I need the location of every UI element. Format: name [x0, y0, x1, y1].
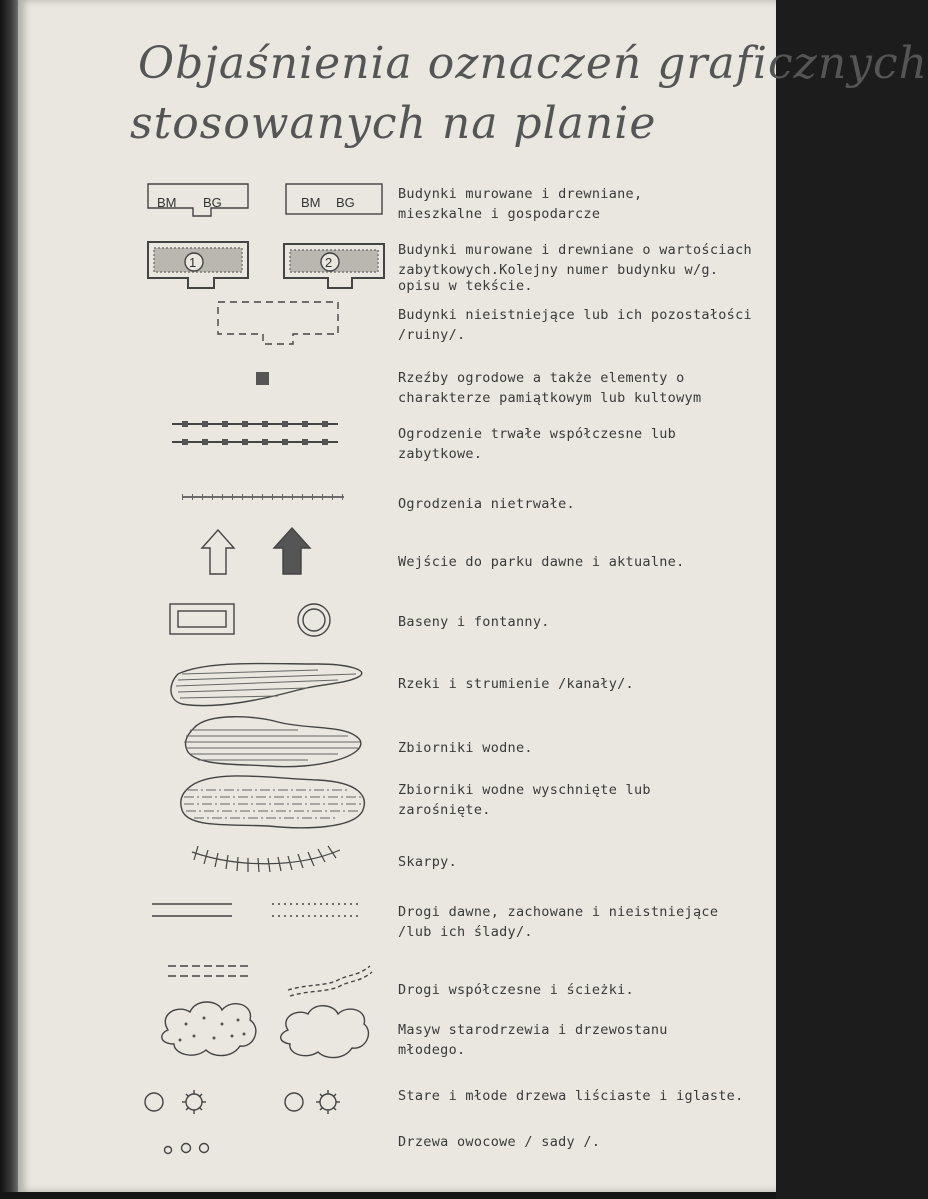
- fountain-symbol: [298, 604, 330, 636]
- legend-text-line: charakterze pamiątkowym lub kultowym: [398, 390, 702, 406]
- legend-text-line: Ogrodzenie trwałe współczesne lub: [398, 426, 677, 442]
- legend-text-line: Drzewa owocowe / sady /.: [398, 1134, 601, 1150]
- modern-road-symbol: [168, 966, 248, 976]
- title-line-1: Objaśnienia oznaczeń graficznych: [138, 38, 928, 89]
- legend-text-line: zarośnięte.: [398, 802, 491, 818]
- legend-item-historic-buildings: [398, 240, 758, 293]
- legend-text-line: Budynki murowane i drewniane o wartościach: [398, 242, 752, 258]
- legend-text-line: Drogi dawne, zachowane i nieistniejące: [398, 904, 719, 920]
- pool-symbol: [170, 604, 234, 634]
- legend-text-line: Zbiorniki wodne wyschnięte lub: [398, 782, 651, 798]
- old-tree-mass-symbol: [162, 1002, 256, 1056]
- legend-item-water-bodies: [398, 738, 758, 758]
- water-body-symbol: [184, 717, 361, 767]
- legend-text-line: Budynki murowane i drewniane,: [398, 186, 643, 202]
- document-page: [18, 0, 928, 1192]
- building-symbol-wooden: [286, 184, 382, 214]
- coniferous-tree-symbol: [182, 1090, 206, 1114]
- legend-text-line: Rzeźby ogrodowe a także elementy o: [398, 370, 685, 386]
- legend-item-temporary-fences: [398, 494, 758, 514]
- entrance-old-arrow: [202, 530, 234, 574]
- permanent-fence-symbol: [172, 421, 338, 445]
- legend-text-line: opisu w tekście.: [398, 278, 533, 294]
- river-symbol: [171, 663, 362, 705]
- entrance-current-arrow: [274, 528, 310, 574]
- legend-text-line: /lub ich ślady/.: [398, 924, 533, 940]
- young-coniferous-tree-symbol: [316, 1090, 340, 1114]
- building-number-1: 1: [189, 255, 197, 270]
- building-label-bm-1: BM: [157, 195, 177, 210]
- page-bottom-edge: [0, 1192, 776, 1199]
- legend-text-line: Rzeki i strumienie /kanały/.: [398, 676, 634, 692]
- legend-item-modern-roads: [398, 980, 758, 1000]
- legend-item-permanent-fences: [398, 424, 758, 464]
- legend-text-line: Stare i młode drzewa liściaste i iglaste.: [398, 1088, 744, 1104]
- legend-text-line: mieszkalne i gospodarcze: [398, 206, 601, 222]
- legend-text-line: Skarpy.: [398, 854, 457, 870]
- ruins-symbol: [218, 302, 338, 344]
- historic-building-symbol-1: [148, 242, 248, 288]
- road-old-symbol: [152, 904, 232, 916]
- building-label-bg-2: BG: [336, 195, 355, 210]
- fruit-tree-symbol: [165, 1144, 209, 1154]
- legend-text-line: /ruiny/.: [398, 327, 466, 343]
- legend-item-fruit-trees: [398, 1132, 758, 1152]
- legend-text-line: Masyw starodrzewia i drzewostanu: [398, 1022, 668, 1038]
- legend-item-entrances: [398, 552, 758, 572]
- title-line-2: stosowanych na planie: [130, 98, 657, 149]
- historic-building-symbol-2: [284, 244, 384, 288]
- legend-text-line: zabytkowe.: [398, 446, 483, 462]
- building-label-bg-1: BG: [203, 195, 222, 210]
- path-symbol: [288, 966, 372, 996]
- legend-item-tree-masses: [398, 1020, 758, 1060]
- legend-item-old-roads: [398, 902, 758, 942]
- legend-text-line: Wejście do parku dawne i aktualne.: [398, 554, 685, 570]
- young-deciduous-tree-symbol: [285, 1093, 303, 1111]
- legend-item-escarpments: [398, 852, 758, 872]
- book-binding: [0, 0, 18, 1199]
- young-tree-mass-symbol: [281, 1006, 369, 1058]
- legend-item-trees: [398, 1086, 758, 1106]
- legend-text-line: młodego.: [398, 1042, 466, 1058]
- dried-water-body-symbol: [181, 776, 365, 828]
- deciduous-tree-symbol: [145, 1093, 163, 1111]
- legend-symbols: [18, 0, 776, 1192]
- legend-item-pools: [398, 612, 758, 632]
- legend-text-line: Baseny i fontanny.: [398, 614, 550, 630]
- legend-text-line: Zbiorniki wodne.: [398, 740, 533, 756]
- building-label-bm-2: BM: [301, 195, 321, 210]
- legend-item-ruins: [398, 305, 758, 345]
- legend-text-line: Drogi współczesne i ścieżki.: [398, 982, 634, 998]
- legend-text-line: zabytkowych.Kolejny numer budynku w/g.: [398, 262, 719, 278]
- legend-text-line: Budynki nieistniejące lub ich pozostałości: [398, 307, 752, 323]
- legend-item-dried-water-bodies: [398, 780, 758, 820]
- sculpture-symbol: [256, 372, 269, 385]
- building-number-2: 2: [325, 255, 333, 270]
- building-symbol-masonry: [148, 184, 248, 216]
- escarpment-symbol: [192, 846, 340, 872]
- legend-text-line: Ogrodzenia nietrwałe.: [398, 496, 575, 512]
- road-lost-symbol: [272, 904, 362, 916]
- legend-item-buildings: [398, 184, 758, 224]
- legend-item-sculptures: [398, 368, 758, 408]
- legend-item-rivers: [398, 674, 758, 694]
